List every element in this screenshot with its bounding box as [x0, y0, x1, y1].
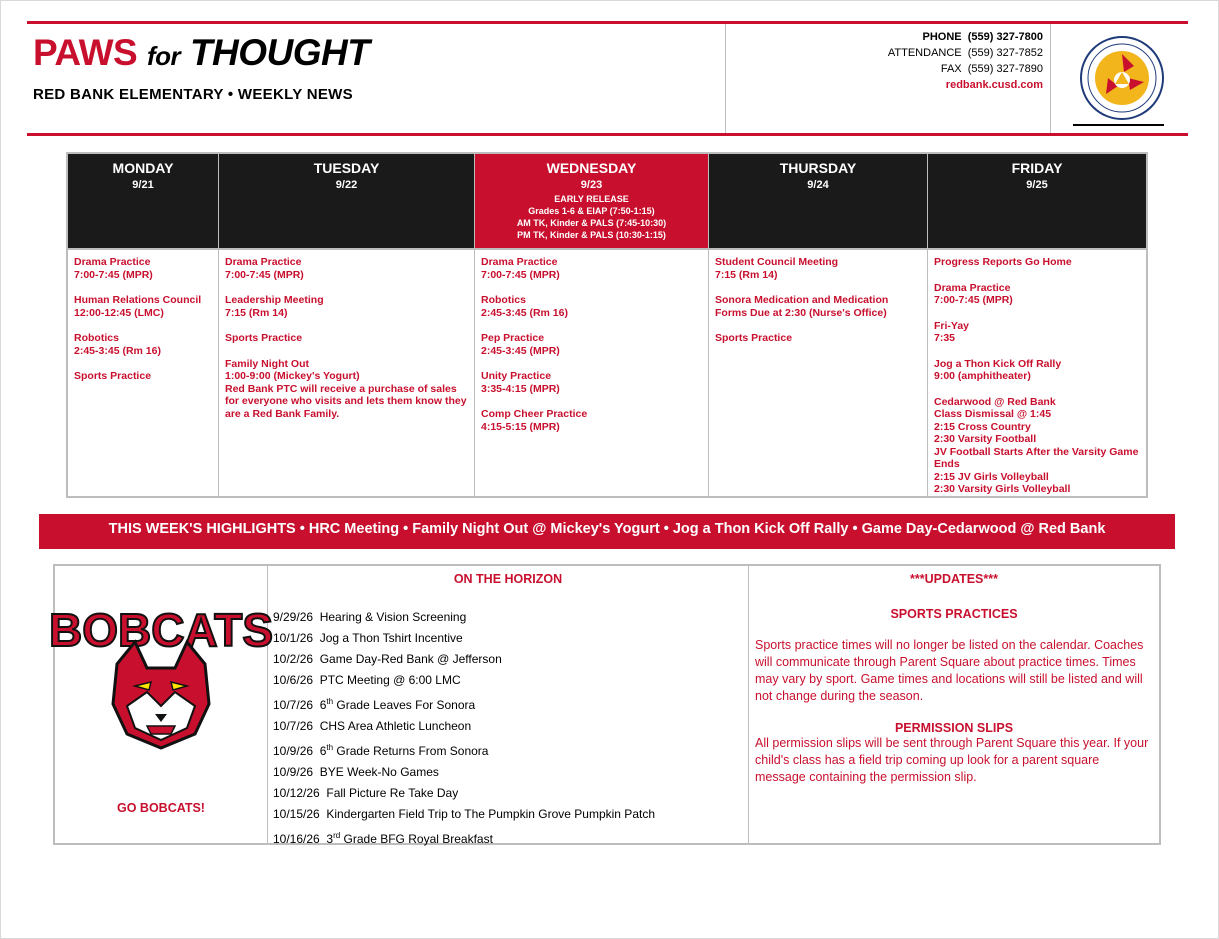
- weekly-highlights-banner: THIS WEEK'S HIGHLIGHTS • HRC Meeting • Family Night Out @ Mickey's Yogurt • Jog a Thon Kick Off Rally • Game Day-Cedarwood @ Red Bank: [39, 514, 1175, 549]
- calendar-event: Human Relations Council 12:00-12:45 (LMC): [74, 294, 202, 319]
- calendar-event: Family Night Out 1:00-9:00 (Mickey's Yogurt) Red Bank PTC will receive a purchase of sales for everyone who visits and lets them know they are a Red Bank Family.: [225, 357, 467, 420]
- horizon-item-text: Game Day-Red Bank @ Jefferson: [319, 652, 502, 666]
- horizon-item: [273, 804, 655, 825]
- header-divider: [1050, 24, 1051, 133]
- day-date: 9/22: [335, 179, 358, 191]
- updates-title: ***UPDATES***: [910, 572, 998, 586]
- day-header: [928, 154, 1146, 250]
- horizon-item-text: Grade Returns From Sonora: [333, 744, 489, 758]
- sports-practices-text: Sports practice times will no longer be listed on the calendar. Coaches will communicate through Parent Square about practice times. Times may vary by sport. Game times and locations will still be listed and will not change during the season.: [755, 638, 1144, 703]
- day-events: [219, 250, 474, 420]
- go-bobcats-caption: GO BOBCATS!: [117, 801, 205, 815]
- horizon-item: [273, 607, 655, 628]
- horizon-title: ON THE HORIZON: [453, 572, 563, 586]
- calendar-event: Robotics 2:45-3:45 (Rm 16): [74, 332, 161, 357]
- bobcats-mascot-logo: [48, 594, 274, 750]
- calendar-event: Drama Practice 7:00-7:45 (MPR): [481, 256, 560, 281]
- day-events: [709, 250, 927, 345]
- calendar-event: Drama Practice 7:00-7:45 (MPR): [74, 256, 153, 281]
- bottom-info-table: [48, 564, 1161, 846]
- horizon-item-text: PTC Meeting @ 6:00 LMC: [319, 673, 461, 687]
- horizon-item: [273, 825, 655, 850]
- calendar-event: Sports Practice: [715, 332, 793, 344]
- horizon-item-ordinal: th: [326, 697, 334, 706]
- permission-slips-text: All permission slips will be sent through Parent Square this year. If your child's class has a field trip coming up look for a parent square message containing the permission slip.: [755, 736, 1149, 784]
- day-name: FRIDAY: [1011, 160, 1063, 176]
- horizon-item-date: 10/9/26: [273, 765, 314, 779]
- calendar-event: Comp Cheer Practice 4:15-5:15 (MPR): [481, 408, 588, 433]
- horizon-item-date: 9/29/26: [273, 610, 314, 624]
- horizon-item-text: Fall Picture Re Take Day: [326, 786, 459, 800]
- calendar-event: Drama Practice 7:00-7:45 (MPR): [225, 256, 304, 281]
- seal-underline: [1073, 124, 1164, 126]
- horizon-item: [273, 716, 655, 737]
- day-name: WEDNESDAY: [546, 160, 637, 176]
- horizon-item-date: 10/12/26: [273, 786, 320, 800]
- updates-column: [749, 566, 1159, 843]
- day-name: THURSDAY: [779, 160, 857, 176]
- horizon-item: [273, 762, 655, 783]
- title-thought: THOUGHT: [189, 32, 370, 73]
- horizon-item-number: 3: [326, 832, 334, 846]
- day-column-tuesday: [219, 154, 475, 496]
- title-paws: PAWS: [33, 32, 138, 73]
- calendar-event: Robotics 2:45-3:45 (Rm 16): [481, 294, 568, 319]
- horizon-item-number: 6: [319, 744, 327, 758]
- horizon-item-date: 10/15/26: [273, 807, 320, 821]
- calendar-event: Cedarwood @ Red Bank Class Dismissal @ 1:45 2:15 Cross Country 2:30 Varsity Football JV Football Starts After the Varsity Game Ends 2:15 JV Girls Volleyball 2:30 Varsity Girls Volleyball: [934, 395, 1139, 495]
- day-name: MONDAY: [112, 160, 174, 176]
- bobcats-logo-text: BOBCATS: [48, 604, 274, 656]
- contact-block: [888, 29, 1043, 93]
- calendar-event: Leadership Meeting 7:15 (Rm 14): [225, 294, 324, 319]
- newsletter-title: [33, 32, 369, 74]
- horizon-item-text: Grade BFG Royal Breakfast: [340, 832, 493, 846]
- attendance-number: (559) 327-7852: [967, 47, 1043, 59]
- horizon-item: [273, 691, 655, 716]
- day-header: [219, 154, 474, 250]
- calendar-event: Sports Practice: [225, 332, 303, 344]
- calendar-event: Student Council Meeting 7:15 (Rm 14): [715, 256, 839, 281]
- horizon-list: [273, 607, 655, 850]
- day-header: [68, 154, 218, 250]
- newsletter-subtitle: RED BANK ELEMENTARY • WEEKLY NEWS: [33, 86, 353, 103]
- calendar-event: Drama Practice 7:00-7:45 (MPR): [934, 281, 1013, 306]
- attendance-label: ATTENDANCE: [887, 47, 962, 59]
- horizon-item-date: 10/16/26: [273, 832, 320, 846]
- phone-label: PHONE: [922, 31, 962, 43]
- horizon-item: [273, 670, 655, 691]
- calendar-event: Fri-Yay 7:35: [934, 319, 970, 344]
- day-name: TUESDAY: [313, 160, 380, 176]
- permission-slips-heading: PERMISSION SLIPS: [894, 721, 1014, 735]
- horizon-item: [273, 737, 655, 762]
- calendar-event: Jog a Thon Kick Off Rally 9:00 (amphitheater): [934, 357, 1062, 382]
- header-top-rule: [27, 21, 1188, 24]
- fax-label: FAX: [940, 63, 962, 75]
- early-release-note: EARLY RELEASE Grades 1-6 & EIAP (7:50-1:15) AM TK, Kinder & PALS (7:45-10:30) PM TK, Kinder & PALS (10:30-1:15): [516, 194, 667, 240]
- title-for: for: [147, 41, 181, 71]
- day-date: 9/24: [807, 179, 829, 191]
- horizon-column: [268, 566, 749, 846]
- calendar-event: Unity Practice 3:35-4:15 (MPR): [481, 370, 560, 395]
- horizon-item: [273, 649, 655, 670]
- day-column-friday: [928, 154, 1146, 496]
- day-header: [475, 154, 708, 250]
- calendar-event: Sports Practice: [74, 370, 152, 382]
- horizon-item-text: Jog a Thon Tshirt Incentive: [319, 631, 463, 645]
- horizon-item-text: Kindergarten Field Trip to The Pumpkin Grove Pumpkin Patch: [326, 807, 655, 821]
- day-column-thursday: [709, 154, 928, 496]
- horizon-item-date: 10/7/26: [273, 719, 314, 733]
- fax-number: (559) 327-7890: [967, 63, 1043, 75]
- day-column-wednesday: [475, 154, 709, 496]
- phone-number: (559) 327-7800: [967, 31, 1043, 43]
- horizon-item-date: 10/9/26: [273, 744, 314, 758]
- gold-ribbon-seal-logo: [1080, 36, 1164, 120]
- horizon-item-number: 6: [319, 698, 327, 712]
- horizon-item-date: 10/7/26: [273, 698, 314, 712]
- day-events: [68, 250, 218, 383]
- day-column-monday: [68, 154, 219, 496]
- day-date: 9/23: [580, 179, 603, 191]
- day-date: 9/21: [132, 179, 154, 191]
- calendar-event: Pep Practice 2:45-3:45 (MPR): [481, 332, 560, 357]
- sports-practices-heading: SPORTS PRACTICES: [890, 607, 1018, 621]
- horizon-item-date: 10/6/26: [273, 673, 314, 687]
- day-events: [475, 250, 708, 433]
- horizon-item-ordinal: th: [326, 743, 334, 752]
- day-events: [928, 250, 1146, 496]
- day-date: 9/25: [1026, 179, 1048, 191]
- header-bottom-rule: [27, 133, 1188, 136]
- day-header: [709, 154, 927, 250]
- weekly-calendar: [66, 152, 1148, 498]
- header-divider: [725, 24, 726, 133]
- calendar-event: Sonora Medication and Medication Forms Due at 2:30 (Nurse's Office): [715, 294, 889, 319]
- horizon-item: [273, 628, 655, 649]
- horizon-item-date: 10/2/26: [273, 652, 314, 666]
- website-link[interactable]: redbank.cusd.com: [945, 79, 1043, 91]
- horizon-item-date: 10/1/26: [273, 631, 314, 645]
- horizon-item-text: CHS Area Athletic Luncheon: [319, 719, 472, 733]
- horizon-item-text: BYE Week-No Games: [319, 765, 439, 779]
- bobcats-column: [48, 566, 274, 843]
- horizon-item-text: Grade Leaves For Sonora: [333, 698, 476, 712]
- horizon-item-text: Hearing & Vision Screening: [319, 610, 467, 624]
- horizon-item-ordinal: rd: [333, 831, 341, 840]
- horizon-item: [273, 783, 655, 804]
- calendar-event: Progress Reports Go Home: [934, 256, 1072, 268]
